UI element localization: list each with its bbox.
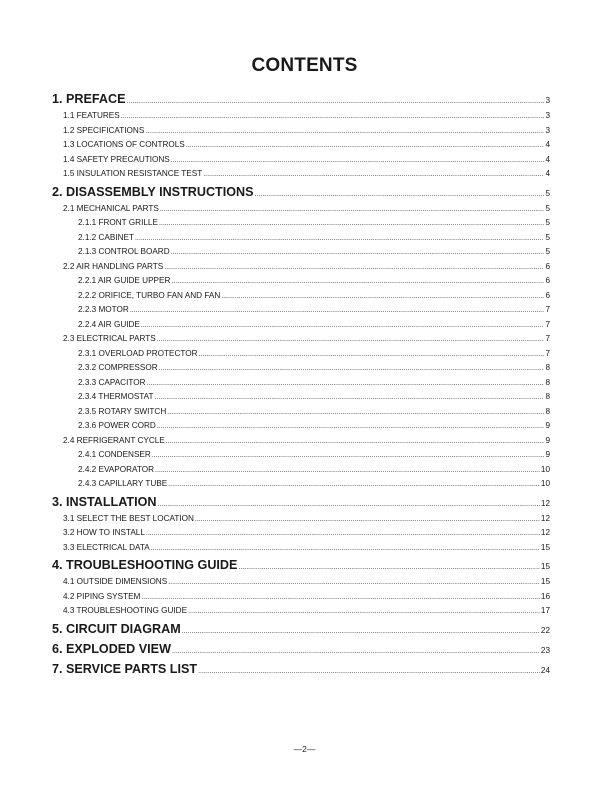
toc-subsection	[0, 169, 609, 184]
toc-entry-page: 9	[545, 421, 550, 430]
toc-item	[0, 479, 609, 494]
dot-leader	[198, 668, 540, 675]
dot-leader	[238, 564, 539, 571]
dot-leader	[168, 481, 540, 488]
toc-entry-page: 6	[545, 276, 550, 285]
toc-entry-label: 2.2.2 ORIFICE, TURBO FAN AND FAN	[78, 290, 221, 300]
toc-entry-label: 7. SERVICE PARTS LIST	[52, 661, 198, 676]
dot-leader	[145, 128, 544, 135]
dot-leader	[203, 171, 544, 178]
toc-entry-label: 4.2 PIPING SYSTEM	[63, 591, 141, 601]
toc-subsection	[0, 204, 609, 219]
toc-entry-label: 4. TROUBLESHOOTING GUIDE	[52, 558, 238, 572]
dot-leader	[147, 380, 545, 387]
toc-entry-page: 7	[545, 305, 550, 314]
toc-entry-label: 3. INSTALLATION	[52, 494, 157, 509]
toc-entry-page: 15	[540, 562, 550, 571]
toc-entry-label: 2.4 REFRIGERANT CYCLE	[63, 435, 165, 445]
toc-section	[0, 92, 609, 111]
toc-entry-page: 10	[540, 464, 550, 474]
toc-entry-label: 2.1.1 FRONT GRILLE	[78, 218, 158, 227]
toc-entry-label: 2.3.6 POWER CORD	[78, 421, 156, 430]
toc-entry-page: 3	[545, 96, 550, 105]
page-title: CONTENTS	[251, 55, 358, 76]
dot-leader	[152, 452, 545, 459]
toc-entry-page: 15	[540, 542, 550, 552]
toc-subsection	[0, 140, 609, 155]
toc-subsection	[0, 111, 609, 126]
toc-entry-page: 7	[545, 348, 550, 358]
dot-leader	[171, 249, 545, 256]
dot-leader	[172, 648, 540, 655]
dot-leader	[157, 423, 545, 430]
toc-entry-page: 12	[540, 498, 550, 508]
toc-entry-label: 2.1.2 CABINET	[78, 232, 134, 242]
toc-entry-label: 2.2.4 AIR GUIDE	[78, 319, 140, 329]
toc-item	[0, 378, 609, 393]
dot-leader	[155, 394, 545, 401]
toc-section	[0, 622, 609, 641]
toc-entry-label: 2.3.4 THERMOSTAT	[78, 392, 154, 401]
toc-entry-label: 2.4.2 EVAPORATOR	[78, 464, 154, 474]
toc-subsection	[0, 334, 609, 349]
toc-entry-label: 1.2 SPECIFICATIONS	[63, 125, 145, 135]
toc-entry-page: 8	[545, 363, 550, 372]
toc-entry-label: 2.2 AIR HANDLING PARTS	[63, 261, 164, 271]
toc-subsection	[0, 262, 609, 277]
toc-item	[0, 218, 609, 233]
toc-section	[0, 662, 609, 681]
toc-entry-label: 2.3 ELECTRICAL PARTS	[63, 334, 156, 343]
toc-entry-label: 5. CIRCUIT DIAGRAM	[52, 621, 181, 636]
toc-entry-label: 6. EXPLODED VIEW	[52, 641, 171, 656]
dot-leader	[195, 516, 540, 523]
toc-item	[0, 421, 609, 436]
toc-entry-label: 2. DISASSEMBLY INSTRUCTIONS	[52, 184, 254, 199]
toc-entry-page: 4	[545, 140, 550, 149]
toc-item	[0, 363, 609, 378]
dot-leader	[151, 545, 540, 552]
dot-leader	[160, 206, 545, 213]
toc-entry-page: 15	[540, 577, 550, 586]
toc-subsection	[0, 606, 609, 621]
toc-section	[0, 642, 609, 661]
toc-entry-page: 9	[545, 450, 550, 459]
toc-subsection	[0, 155, 609, 170]
toc-entry-label: 1.4 SAFETY PRECAUTIONS	[63, 154, 170, 164]
dot-leader	[126, 98, 544, 105]
toc-section	[0, 185, 609, 204]
dot-leader	[157, 336, 545, 343]
dot-leader	[166, 438, 545, 445]
toc-item	[0, 392, 609, 407]
dot-leader	[182, 628, 540, 635]
dot-leader	[221, 293, 544, 300]
toc-subsection	[0, 436, 609, 451]
dot-leader	[171, 157, 545, 164]
toc-entry-label: 2.3.5 ROTARY SWITCH	[78, 406, 167, 416]
toc-entry-label: 4.1 OUTSIDE DIMENSIONS	[63, 577, 168, 586]
dot-leader	[157, 501, 539, 508]
toc-entry-label: 3.1 SELECT THE BEST LOCATION	[63, 513, 194, 523]
toc-item	[0, 349, 609, 364]
dot-leader	[255, 191, 545, 198]
toc-entry-label: 2.2.3 MOTOR	[78, 305, 129, 314]
dot-leader	[164, 264, 544, 271]
toc-entry-page: 8	[545, 377, 550, 387]
toc-item	[0, 465, 609, 480]
toc-item	[0, 247, 609, 262]
dot-leader	[135, 235, 544, 242]
toc-entry-label: 2.1 MECHANICAL PARTS	[63, 203, 159, 213]
toc-entry-label: 2.4.1 CONDENSER	[78, 450, 151, 459]
toc-entry-label: 2.4.3 CAPILLARY TUBE	[78, 479, 168, 488]
dot-leader	[199, 351, 545, 358]
dot-leader	[159, 365, 545, 372]
toc-entry-page: 9	[545, 435, 550, 445]
toc-entry-label: 3.2 HOW TO INSTALL	[63, 528, 145, 537]
toc-entry-page: 6	[545, 290, 550, 300]
toc-entry-label: 2.2.1 AIR GUIDE UPPER	[78, 276, 171, 285]
toc-entry-page: 5	[545, 203, 550, 213]
toc-entry-page: 10	[540, 479, 550, 488]
dot-leader	[130, 307, 545, 314]
toc-entry-page: 7	[545, 334, 550, 343]
dot-leader	[121, 113, 545, 120]
toc-entry-page: 16	[540, 591, 550, 601]
toc-entry-label: 4.3 TROUBLESHOOTING GUIDE	[63, 606, 188, 615]
dot-leader	[186, 142, 545, 149]
dot-leader	[171, 278, 544, 285]
dot-leader	[168, 579, 540, 586]
toc-entry-page: 8	[545, 392, 550, 401]
toc-entry-page: 5	[545, 232, 550, 242]
toc-entry-page: 6	[545, 261, 550, 271]
toc-subsection	[0, 592, 609, 607]
toc-section	[0, 495, 609, 514]
toc-subsection	[0, 126, 609, 141]
toc-entry-page: 22	[540, 625, 550, 635]
toc-item	[0, 276, 609, 291]
toc-subsection	[0, 577, 609, 592]
dot-leader	[141, 322, 545, 329]
toc-entry-page: 3	[545, 111, 550, 120]
page-number: —2—	[293, 744, 316, 754]
toc-entry-label: 3.3 ELECTRICAL DATA	[63, 542, 150, 552]
toc-entry-page: 17	[540, 606, 550, 615]
toc-item	[0, 407, 609, 422]
dot-leader	[159, 220, 545, 227]
toc-entry-page: 8	[545, 406, 550, 416]
toc-entry-page: 7	[545, 319, 550, 329]
toc-item	[0, 291, 609, 306]
toc-entry-label: 2.1.3 CONTROL BOARD	[78, 247, 170, 256]
dot-leader	[146, 530, 540, 537]
toc-entry-page: 5	[545, 218, 550, 227]
toc-section	[0, 558, 609, 577]
toc-item	[0, 233, 609, 248]
table-of-contents	[0, 91, 609, 681]
toc-entry-label: 1.1 FEATURES	[63, 111, 120, 120]
toc-subsection	[0, 543, 609, 558]
toc-entry-label: 1. PREFACE	[52, 92, 126, 106]
dot-leader	[167, 409, 544, 416]
toc-entry-page: 5	[545, 188, 550, 198]
dot-leader	[141, 594, 540, 601]
toc-entry-label: 2.3.1 OVERLOAD PROTECTOR	[78, 348, 198, 358]
toc-entry-page: 4	[545, 154, 550, 164]
dot-leader	[188, 608, 540, 615]
toc-subsection	[0, 528, 609, 543]
toc-subsection	[0, 514, 609, 529]
toc-entry-page: 24	[540, 665, 550, 675]
toc-item	[0, 320, 609, 335]
toc-entry-page: 3	[545, 125, 550, 135]
toc-entry-page: 4	[545, 169, 550, 178]
toc-item	[0, 305, 609, 320]
toc-entry-page: 5	[545, 247, 550, 256]
toc-entry-label: 1.5 INSULATION RESISTANCE TEST	[63, 169, 203, 178]
toc-entry-page: 12	[540, 528, 550, 537]
toc-entry-label: 2.3.2 COMPRESSOR	[78, 363, 158, 372]
toc-entry-label: 2.3.3 CAPACITOR	[78, 377, 146, 387]
toc-entry-page: 12	[540, 513, 550, 523]
toc-entry-label: 1.3 LOCATIONS OF CONTROLS	[63, 140, 185, 149]
toc-item	[0, 450, 609, 465]
toc-entry-page: 23	[540, 645, 550, 655]
dot-leader	[155, 467, 540, 474]
